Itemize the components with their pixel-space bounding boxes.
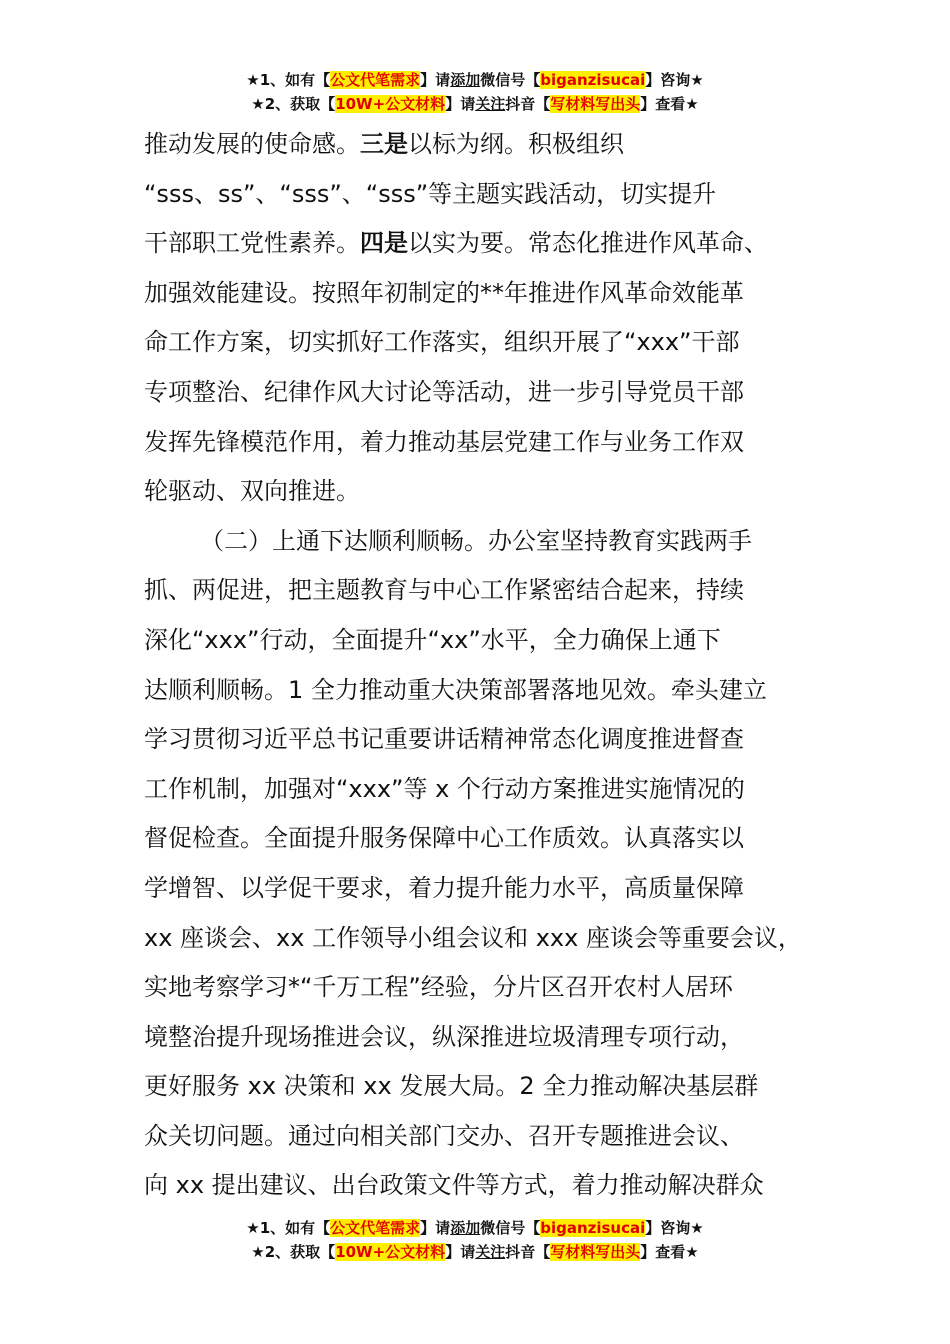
highlight-tag: 10W+公文材料 [335,1243,446,1261]
text-line: 抓、两促进，把主题教育与中心工作紧密结合起来，持续 [144,576,744,605]
text-line: 督促检查。全面提升服务保障中心工作质效。认真落实以 [144,824,744,853]
header-banner [0,68,950,116]
text-line: 命工作方案，切实抓好工作落实，组织开展了“xxx”干部 [144,328,740,357]
text-line: “sss、ss”、“sss”、“sss”等主题实践活动，切实提升 [144,179,717,208]
highlight-tag: 公文代笔需求 [330,1219,421,1237]
footer-banner [0,1216,950,1264]
text-line: 深化“xxx”行动，全面提升“xx”水平，全力确保上通下 [144,625,721,654]
text-line: 更好服务 xx 决策和 xx 发展大局。2 全力推动解决基层群 [144,1072,759,1101]
wechat-id-highlight: biganzisucai [540,1219,646,1237]
document-body [144,120,844,1211]
text-line: 专项整治、纪律作风大讨论等活动，进一步引导党员干部 [144,377,744,406]
text-line: 工作机制，加强对“xxx”等 x 个行动方案推进实施情况的 [144,774,745,803]
text-line: 发挥先锋模范作用，着力推动基层党建工作与业务工作双 [144,427,744,456]
text-line: 轮驱动、双向推进。 [144,477,360,506]
text-line: xx 座谈会、xx 工作领导小组会议和 xxx 座谈会等重要会议， [144,923,802,952]
header-line-2: ★2、获取【10W+公文材料】请关注抖音【写材料写出头】查看★ [251,95,699,113]
text-line: 境整治提升现场推进会议，纵深推进垃圾清理专项行动， [144,1022,744,1051]
wechat-id-highlight: biganzisucai [540,71,646,89]
text-line: 实地考察学习*“千万工程”经验，分片区召开农村人居环 [144,973,733,1002]
text-line: 达顺利顺畅。1 全力推动重大决策部署落地见效。牵头建立 [144,675,767,704]
douyin-highlight: 写材料写出头 [550,95,641,113]
footer-line-1: ★1、如有【公文代笔需求】请添加微信号【biganzisucai】咨询★ [246,1219,704,1237]
text-line: 学增智、以学促干要求，着力提升能力水平，高质量保障 [144,873,744,902]
douyin-highlight: 写材料写出头 [550,1243,641,1261]
header-line-1: ★1、如有【公文代笔需求】请添加微信号【biganzisucai】咨询★ [246,71,704,89]
highlight-tag: 10W+公文材料 [335,95,446,113]
section-heading-line: （二）上通下达顺利顺畅。办公室坚持教育实践两手 [200,526,752,555]
text-line: 众关切问题。通过向相关部门交办、召开专题推进会议、 [144,1121,744,1150]
text-line: 向 xx 提出建议、出台政策文件等方式，着力推动解决群众 [144,1171,764,1200]
footer-line-2: ★2、获取【10W+公文材料】请关注抖音【写材料写出头】查看★ [251,1243,699,1261]
text-line: 加强效能建设。按照年初制定的**年推进作风革命效能革 [144,278,744,307]
text-line: 学习贯彻习近平总书记重要讲话精神常态化调度推进督查 [144,725,744,754]
highlight-tag: 公文代笔需求 [330,71,421,89]
text-line: 干部职工党性素养。四是以实为要。常态化推进作风革命、 [144,229,768,258]
text-line: 推动发展的使命感。三是以标为纲。积极组织 [144,130,624,158]
